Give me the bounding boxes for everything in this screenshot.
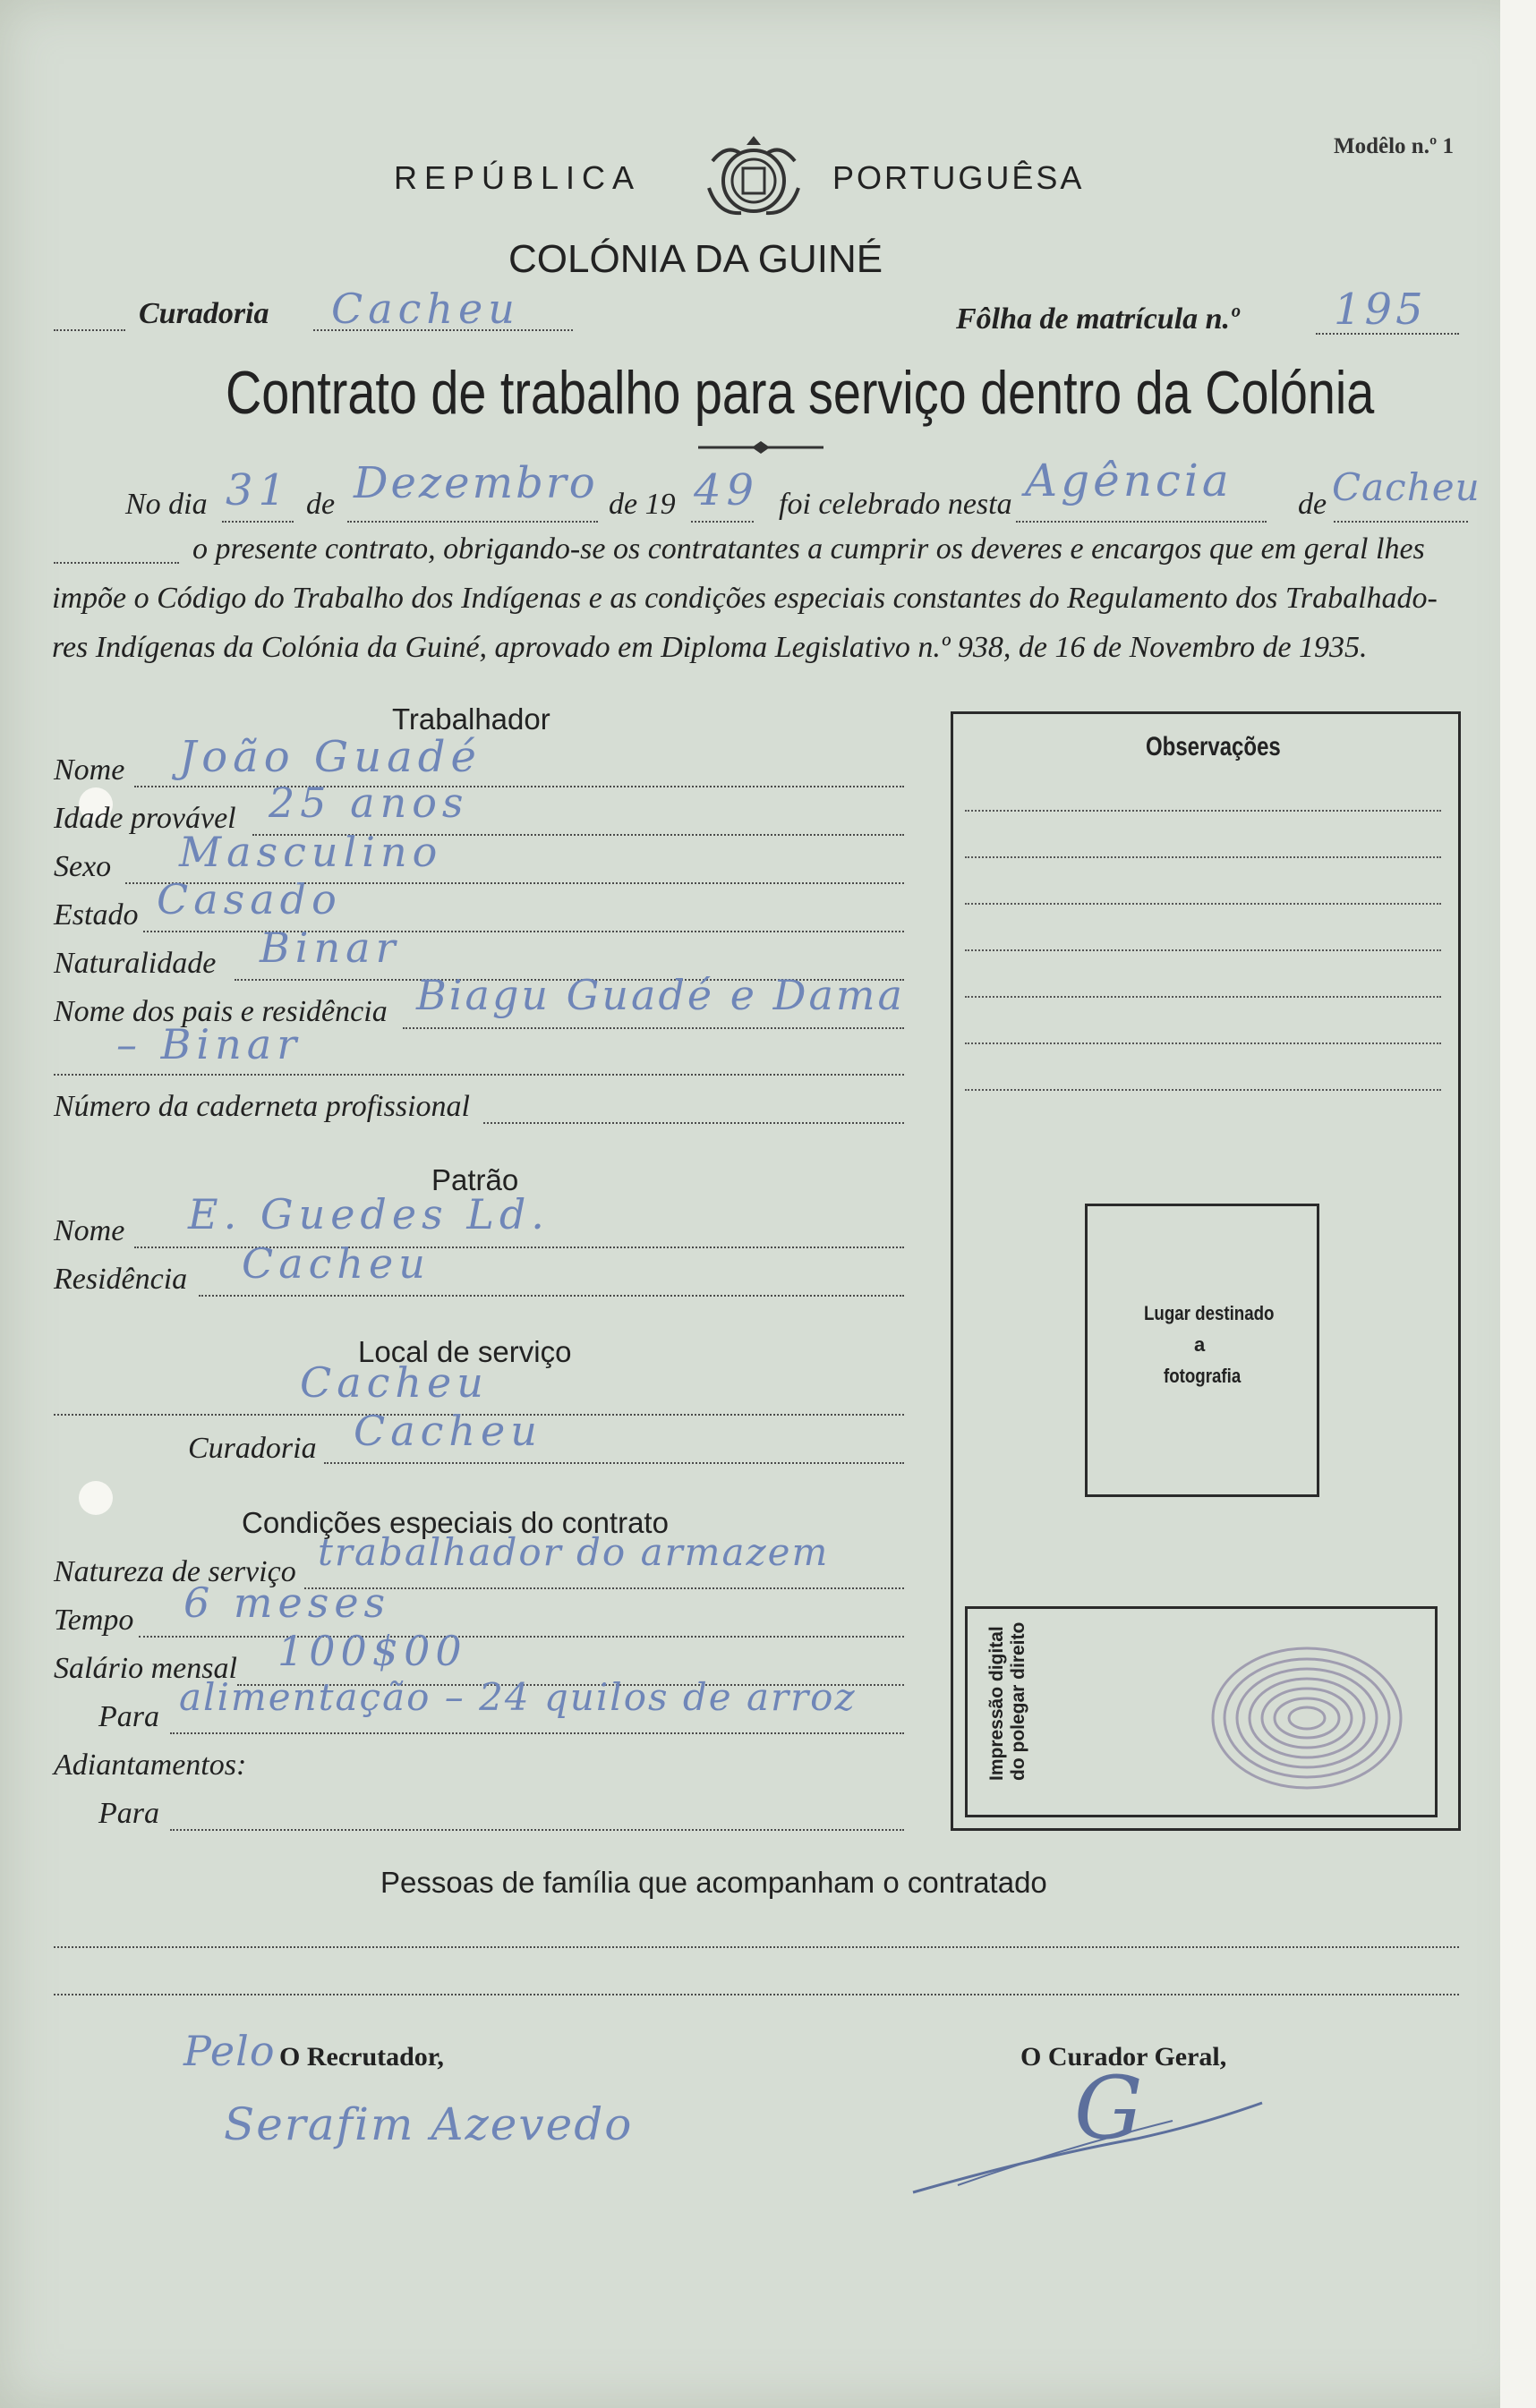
observation-line xyxy=(965,1042,1441,1044)
worker-pais-label: Nome dos pais e residência xyxy=(54,995,388,1028)
employer-residencia-line xyxy=(199,1295,904,1297)
employer-nome-value: E. Guedes Ld. xyxy=(188,1190,550,1238)
natureza-line xyxy=(304,1587,904,1589)
worker-pais-value-2: – Binar xyxy=(116,1020,303,1068)
para2-label: Para xyxy=(98,1797,159,1830)
punch-hole xyxy=(79,1481,113,1515)
service-curadoria-label: Curadoria xyxy=(188,1432,317,1465)
intro-de-19: de 19 xyxy=(609,488,676,521)
intro-no-dia: No dia xyxy=(125,488,208,521)
worker-pais-value: Biagu Guadé e Dama xyxy=(416,971,905,1019)
worker-nome-value: João Guadé xyxy=(179,732,482,782)
worker-idade-value: 25 anos xyxy=(269,779,469,827)
title-ornament xyxy=(698,438,823,456)
scan-background xyxy=(1500,0,1536,2408)
place2-line xyxy=(1334,521,1468,523)
para1-label: Para xyxy=(98,1700,159,1733)
intro-place2: Cacheu xyxy=(1332,465,1481,509)
service-local-value: Cacheu xyxy=(300,1358,489,1407)
employer-residencia-value: Cacheu xyxy=(242,1239,431,1288)
photo-label-2: a xyxy=(1194,1333,1206,1356)
intro-celebrado: foi celebrado nesta xyxy=(779,488,1012,521)
intro-year: 49 xyxy=(694,465,760,515)
observation-line xyxy=(965,856,1441,858)
natureza-value: trabalhador do armazem xyxy=(318,1530,830,1574)
folha-label: Fôlha de matrícula n.º xyxy=(956,302,1240,336)
curadoria-label: Curadoria xyxy=(139,297,269,330)
intro-line-2: o presente contrato, obrigando-se os contratantes a cumprir os deveres e encargos que em geral lhes xyxy=(192,532,1425,566)
folha-value: 195 xyxy=(1334,285,1427,335)
day-line xyxy=(222,521,294,523)
worker-pais-line xyxy=(403,1027,904,1029)
observation-line xyxy=(965,810,1441,812)
month-line xyxy=(347,521,598,523)
intro-place: Agência xyxy=(1025,455,1233,506)
curadoria-lead-line xyxy=(54,329,125,331)
curador-signature-flourish xyxy=(904,2085,1280,2201)
model-number: Modêlo n.º 1 xyxy=(1334,134,1454,158)
employer-heading: Patrão xyxy=(431,1163,519,1196)
observations-heading: Observações xyxy=(1146,732,1281,762)
worker-caderneta-label: Número da caderneta profissional xyxy=(54,1090,470,1123)
family-line-2 xyxy=(54,1994,1459,1995)
observation-line xyxy=(965,903,1441,905)
service-curadoria-value: Cacheu xyxy=(354,1407,542,1455)
worker-heading: Trabalhador xyxy=(392,702,550,736)
tempo-value: 6 meses xyxy=(183,1578,391,1627)
service-curadoria-line xyxy=(324,1462,904,1464)
worker-nome-line xyxy=(134,786,904,787)
observation-line xyxy=(965,996,1441,998)
form-title: Contrato de trabalho para serviço dentro da Colónia xyxy=(226,359,1375,427)
observation-line xyxy=(965,949,1441,951)
para1-value: alimentação – 24 quilos de arroz xyxy=(179,1675,857,1719)
tempo-line xyxy=(139,1636,904,1638)
tempo-label: Tempo xyxy=(54,1604,134,1637)
photo-label-1: Lugar destinado xyxy=(1144,1302,1275,1324)
year-line xyxy=(691,521,754,523)
worker-nome-label: Nome xyxy=(54,753,125,787)
salario-label: Salário mensal xyxy=(54,1652,237,1685)
photo-label-3: fotografia xyxy=(1164,1365,1242,1387)
thumbprint-label-1: Impressão digital xyxy=(986,1626,1007,1781)
intro-lead-line xyxy=(54,562,179,564)
worker-naturalidade-value: Binar xyxy=(260,923,401,972)
service-heading: Local de serviço xyxy=(358,1335,572,1368)
worker-sexo-value: Masculino xyxy=(179,828,443,876)
worker-pais-line-2 xyxy=(54,1074,904,1076)
observation-line xyxy=(965,1089,1441,1091)
intro-de: de xyxy=(306,488,336,521)
thumbprint-label-wrap xyxy=(986,1602,1040,1781)
conditions-heading: Condições especiais do contrato xyxy=(242,1506,669,1539)
thumbprint-label-2: do polegar direito xyxy=(1008,1621,1028,1781)
salario-value: 100$00 xyxy=(277,1627,467,1675)
family-heading: Pessoas de família que acompanham o contratado xyxy=(380,1866,1047,1899)
curador-label: O Curador Geral, xyxy=(1020,2042,1227,2072)
place-line xyxy=(1016,521,1267,523)
republic-right: PORTUGUÊSA xyxy=(832,159,1085,196)
curador-signature: G xyxy=(1074,2058,1148,2158)
recrutador-label: O Recrutador, xyxy=(279,2042,444,2072)
worker-idade-label: Idade provável xyxy=(54,802,236,835)
colony-name: COLÓNIA DA GUINÉ xyxy=(508,237,883,281)
worker-estado-value: Casado xyxy=(157,875,342,923)
intro-month: Dezembro xyxy=(354,458,598,508)
family-line-1 xyxy=(54,1946,1459,1948)
worker-naturalidade-label: Naturalidade xyxy=(54,947,217,980)
natureza-label: Natureza de serviço xyxy=(54,1555,296,1588)
intro-line-3: impõe o Código do Trabalho dos Indígenas e as condições especiais constantes do Regulamento dos Trabalhado- xyxy=(52,582,1438,615)
para1-line xyxy=(170,1732,904,1734)
coat-of-arms-icon xyxy=(700,134,807,224)
intro-line-4: res Indígenas da Colónia da Guiné, aprovado em Diploma Legislativo n.º 938, de 16 de Novembro de 1935. xyxy=(52,631,1368,664)
employer-residencia-label: Residência xyxy=(54,1263,188,1296)
worker-estado-label: Estado xyxy=(54,898,139,932)
worker-caderneta-line xyxy=(483,1122,904,1124)
thumbprint-mark xyxy=(1199,1633,1414,1803)
adiantamentos-label: Adiantamentos: xyxy=(54,1749,247,1782)
recrutador-signature: Serafim Azevedo xyxy=(224,2098,634,2150)
worker-estado-line xyxy=(143,931,904,932)
recrutador-prefix: Pelo xyxy=(183,2027,276,2075)
intro-de-2: de xyxy=(1298,488,1327,521)
republic-left: REPÚBLICA xyxy=(394,159,642,196)
worker-sexo-label: Sexo xyxy=(54,850,112,883)
curadoria-value: Cacheu xyxy=(331,285,520,333)
employer-nome-label: Nome xyxy=(54,1214,125,1247)
para2-line xyxy=(170,1829,904,1831)
intro-day: 31 xyxy=(226,465,292,515)
